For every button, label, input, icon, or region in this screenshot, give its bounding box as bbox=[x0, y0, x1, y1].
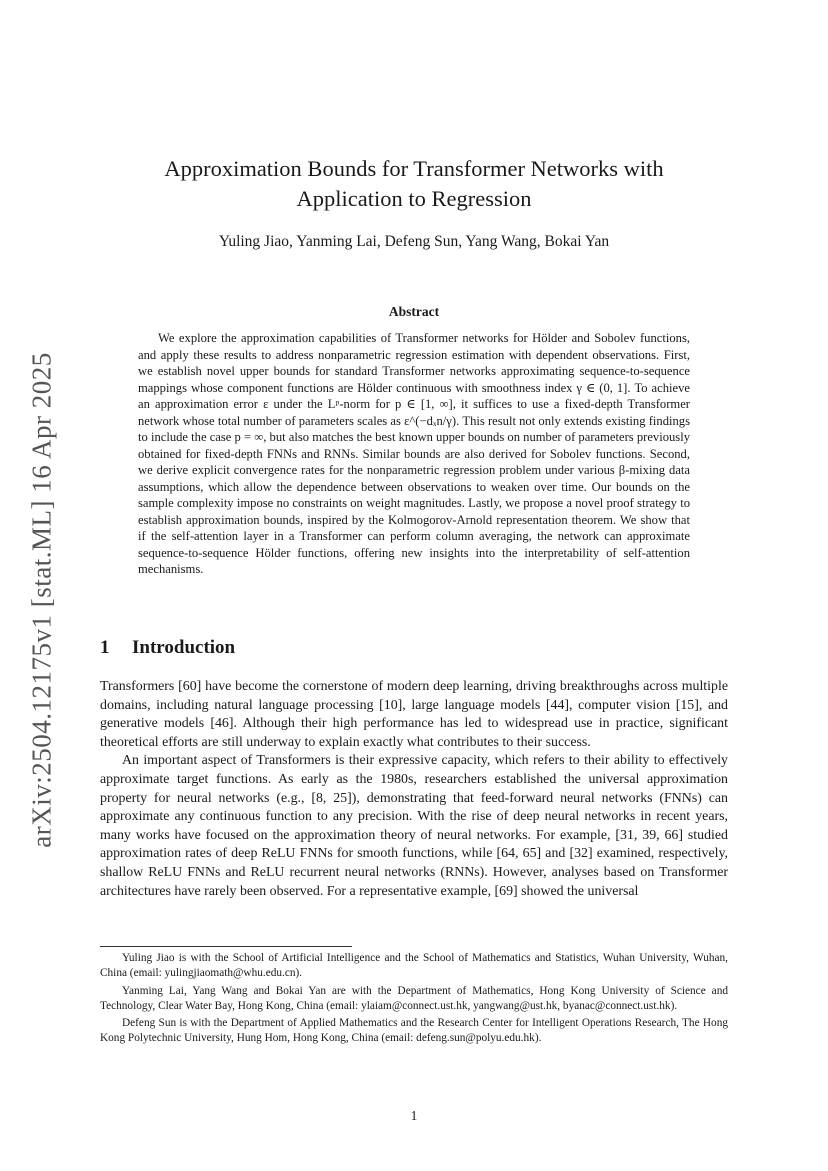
footnote: Yuling Jiao is with the School of Artificial Intelligence and the School of Mathematics and Statistics, Wuhan University, Wuhan, China (email: yulingjiaomath@whu.edu.cn). bbox=[100, 952, 728, 980]
section-number: 1 bbox=[100, 637, 110, 658]
title-line-1: Approximation Bounds for Transformer Networks with bbox=[164, 156, 664, 181]
intro-paragraph: Transformers [60] have become the cornerstone of modern deep learning, driving breakthroughs across multiple domains, including natural language processing [10], large language models [44], computer vision [15], and generative models [46]. Although their high performance has led to widespread use in practice, significant theoretical efforts are still underway to explain exactly what contributes to their success. bbox=[100, 679, 728, 750]
footnotes bbox=[100, 951, 728, 1049]
author-list: Yuling Jiao, Yanming Lai, Defeng Sun, Yang Wang, Bokai Yan bbox=[218, 233, 610, 250]
arxiv-side-stamp bbox=[12, 330, 72, 870]
abstract-text: We explore the approximation capabilities of Transformer networks for Hölder and Sobolev functions, and apply these results to address nonparametric regression estimation with dependent observations. First, we establish novel upper bounds for standard Transformer networks approximating sequence-to-sequence mappings whose component functions are Hölder continuous with smoothness index γ ∈ (0, 1]. To achieve an approximation error ε under the Lᵖ-norm for p ∈ [1, ∞], it suffices to use a fixed-depth Transformer network whose total number of parameters scales as ε^(−dₓn/γ). This result not only extends existing findings to include the case p = ∞, but also matches the best known upper bounds on number of parameters previously obtained for fixed-depth FNNs and RNNs. Similar bounds are also derived for Sobolev functions. Second, we derive explicit convergence rates for the nonparametric regression problem under various β-mixing data assumptions, which allow the dependence between observations to weaken over time. Our bounds on the sample complexity impose no constraints on weight magnitudes. Lastly, we propose a novel proof strategy to establish approximation bounds, inspired by the Kolmogorov-Arnold representation theorem. We show that if the self-attention layer in a Transformer can perform column averaging, the network can approximate sequence-to-sequence Hölder functions, offering new insights into the interpretability of self-attention mechanisms. bbox=[138, 331, 690, 576]
footnote-divider bbox=[100, 946, 352, 947]
arxiv-identifier: arXiv:2504.12175v1 [stat.ML] 16 Apr 2025 bbox=[26, 352, 57, 848]
footnote: Defeng Sun is with the Department of Applied Mathematics and the Research Center for Intelligent Operations Research, The Hong Kong Polytechnic University, Hung Hom, Hong Kong, China (email: defeng.sun@polyu.edu.hk). bbox=[100, 1017, 728, 1045]
intro-paragraph: An important aspect of Transformers is their expressive capacity, which refers to their ability to effectively approximate target functions. As early as the 1980s, researchers established the universal approximation property for neural networks (e.g., [8, 25]), demonstrating that feed-forward neural networks (FNNs) can approximate any continuous function to any precision. With the rise of deep neural networks in recent years, many works have focused on the approximation theory of neural networks. For example, [31, 39, 66] studied approximation rates of deep ReLU FNNs for smooth functions, while [64, 65] and [32] examined, respectively, shallow ReLU FNNs and ReLU recurrent neural networks (RNNs). However, analyses based on Transformer architectures have rarely been observed. For a representative example, [69] showed the universal bbox=[100, 753, 728, 899]
paper-title bbox=[100, 154, 728, 214]
section-title: Introduction bbox=[132, 637, 236, 658]
title-line-2: Application to Regression bbox=[296, 186, 532, 211]
footnote: Yanming Lai, Yang Wang and Bokai Yan are with the Department of Mathematics, Hong Kong University of Science and Technology, Clear Water Bay, Hong Kong, China (email: ylaiam@connect.ust.hk, yangwang@ust.hk, byanac@connect.ust.hk). bbox=[100, 984, 728, 1012]
page-number: 1 bbox=[410, 1108, 418, 1123]
section-heading bbox=[100, 637, 235, 659]
abstract-heading: Abstract bbox=[388, 304, 440, 319]
introduction-body bbox=[100, 678, 728, 901]
